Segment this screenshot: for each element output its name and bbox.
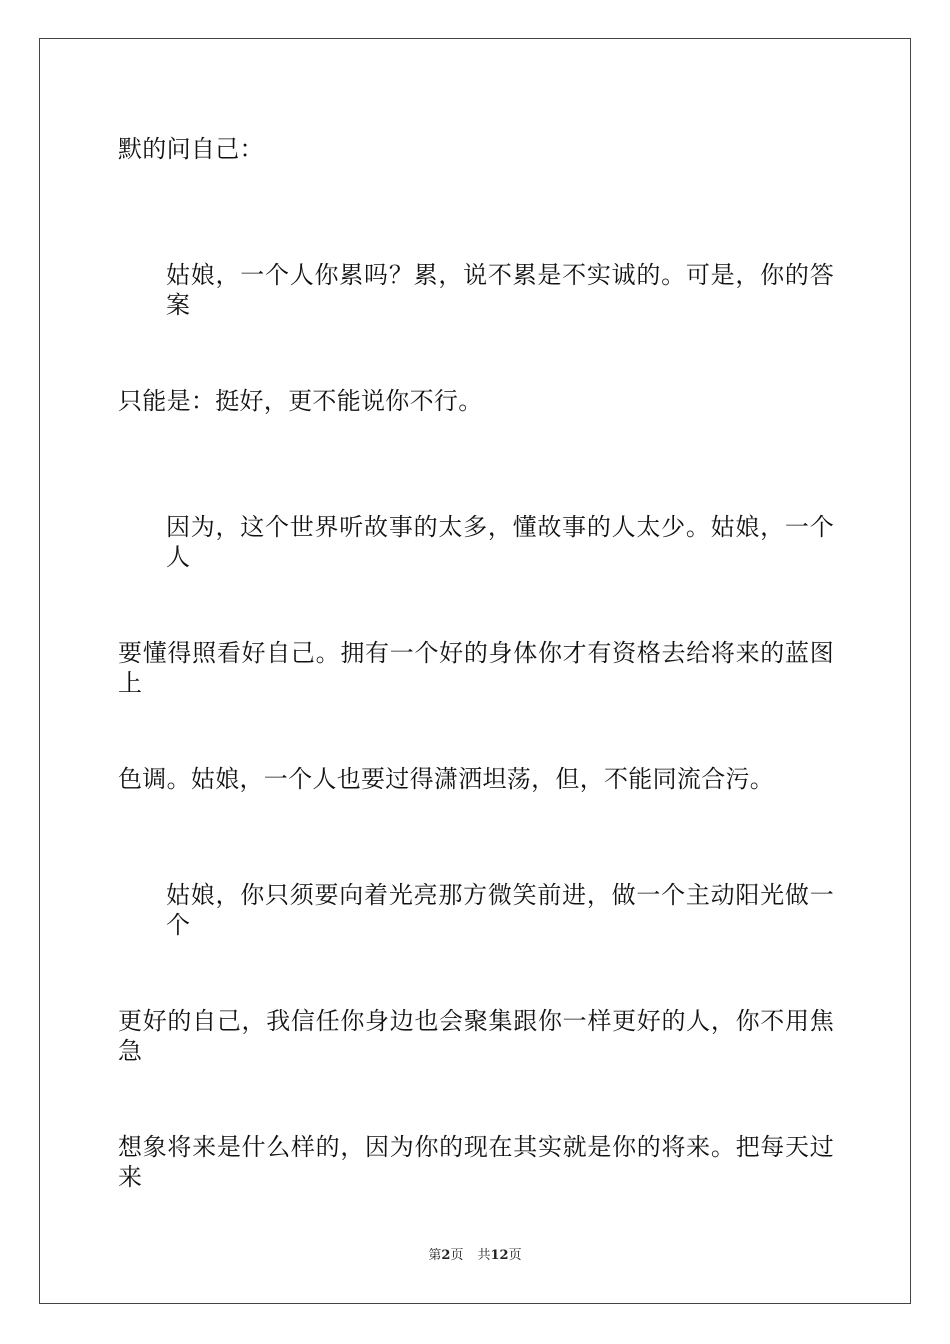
text-line: 想象将来是什么样的，因为你的现在其实就是你的将来。把每天过来	[118, 1133, 834, 1191]
text-line: 只能是：挺好，更不能说你不行。	[118, 387, 483, 415]
paragraph-first-line: 姑娘，一个人你累吗？累，说不累是不实诚的。可是，你的答案	[166, 261, 834, 319]
text-line: 默的问自己：	[118, 135, 264, 163]
text-line: 要懂得照看好自己。拥有一个好的身体你才有资格去给将来的蓝图上	[118, 639, 834, 697]
text-line: 更好的自己，我信任你身边也会聚集跟你一样更好的人，你不用焦急	[118, 1007, 834, 1065]
paragraph-first-line: 姑娘，你只须要向着光亮那方微笑前进，做一个主动阳光做一个	[166, 881, 834, 939]
footer-page-prefix: 第	[428, 1248, 442, 1263]
footer-total-unit: 页	[508, 1248, 522, 1263]
footer-page-total: 12	[490, 1248, 509, 1263]
footer-total-prefix: 共	[477, 1248, 491, 1263]
page-footer	[0, 1247, 950, 1265]
text-line: 色调。姑娘，一个人也要过得潇洒坦荡，但，不能同流合污。	[118, 765, 775, 793]
footer-page-unit: 页	[450, 1248, 464, 1263]
paragraph-first-line: 因为，这个世界听故事的太多，懂故事的人太少。姑娘，一个人	[166, 513, 834, 571]
footer-page-current: 2	[441, 1248, 451, 1263]
